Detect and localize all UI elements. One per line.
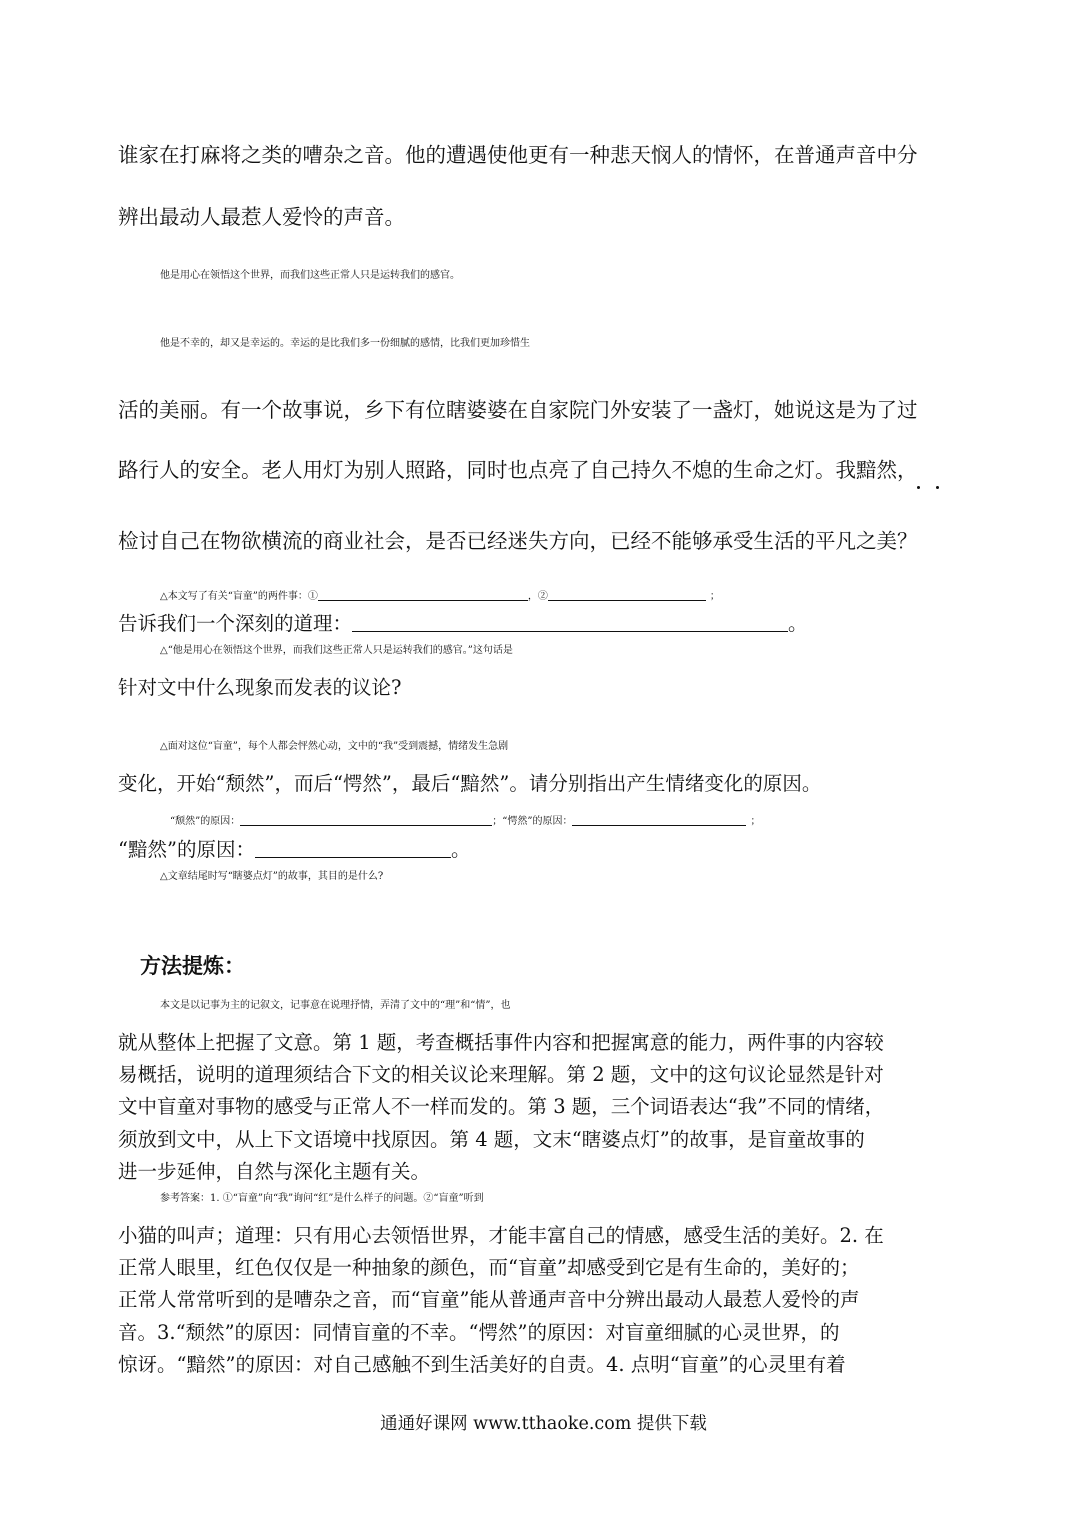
emphasis-dot [917, 486, 920, 489]
answer-line: 正常人常常听到的是嘈杂之音，而“盲童”能从普通声音中分辨出最动人最惹人爱怜的声 [118, 1288, 860, 1311]
story-line-5: 活的美丽。有一个故事说，乡下有位瞎婆婆在自家院门外安装了一盏灯，她说这是为了过 [118, 398, 918, 422]
answer-line: 惊讶。“黯然”的原因：对自己感触不到生活美好的自责。4. 点明“盲童”的心灵里有着 [118, 1353, 846, 1376]
answer-blank[interactable] [240, 807, 492, 826]
answer-line: 音。3.“颓然”的原因：同情盲童的不幸。“愕然”的原因：对盲童细腻的心灵世界，的 [118, 1321, 840, 1344]
question-3-line-2: 变化，开始“颓然”，而后“愕然”，最后“黯然”。请分别指出产生情绪变化的原因。 [118, 772, 822, 795]
answer-blank[interactable] [318, 582, 528, 601]
explanation-line: 进一步延伸，自然与深化主题有关。 [118, 1160, 431, 1183]
question-2-line-2: 针对文中什么现象而发表的议论? [118, 676, 402, 699]
explanation-line: 本文是以记事为主的记叙文，记事意在说理抒情，弄清了文中的“理”和“情”，也 [160, 1000, 511, 1011]
story-line-7: 检讨自己在物欲横流的商业社会，是否已经迷失方向，已经不能够承受生活的平凡之美？ [118, 529, 918, 553]
answer-blank[interactable] [255, 839, 451, 858]
answer-blank[interactable] [548, 582, 706, 601]
question-4: △文章结尾时写“瞎婆点灯”的故事，其目的是什么? [160, 871, 384, 882]
story-line-4: 他是不幸的，却又是幸运的。幸运的是比我们多一份细腻的感情，比我们更加珍惜生 [160, 338, 530, 349]
question-1-line-1: △本文写了有关“盲童”的两件事：① ，② ； [160, 582, 1012, 602]
emphasis-dot [936, 486, 939, 489]
explanation-line: 易概括，说明的道理须结合下文的相关议论来理解。第 2 题，文中的这句议论显然是针对 [118, 1063, 884, 1086]
answer-line: 参考答案：1. ①“盲童”向“我”询问“红”是什么样子的问题。②“盲童”听到 [160, 1193, 484, 1204]
question-3-line-1: △面对这位“盲童”，每个人都会怦然心动，文中的“我”受到震撼，情绪发生急剧 [160, 741, 509, 752]
question-3-line-3: “颓然”的原因： ；“愕然”的原因： ； [170, 807, 1022, 827]
answer-line: 小猫的叫声；道理：只有用心去领悟世界，才能丰富自己的情感，感受生活的美好。2. 在 [118, 1224, 884, 1247]
explanation-line: 就从整体上把握了文意。第 1 题，考查概括事件内容和把握寓意的能力，两件事的内容较 [118, 1031, 884, 1054]
story-line-6: 路行人的安全。老人用灯为别人照路，同时也点亮了自己持久不熄的生命之灯。我黯然， [118, 458, 918, 482]
question-2-line-1: △“他是用心在领悟这个世界，而我们这些正常人只是运转我们的感官。”这句话是 [160, 645, 513, 656]
question-1-line-2: 告诉我们一个深刻的道理： 。 [118, 612, 808, 635]
page-footer: 通通好课网 www.tthaoke.com 提供下载 [380, 1414, 707, 1434]
section-heading: 方法提炼： [140, 953, 245, 978]
question-3-line-4: “黯然”的原因： 。 [118, 838, 471, 861]
answer-blank[interactable] [572, 807, 746, 826]
answer-blank[interactable] [352, 613, 788, 632]
story-line-2: 辨出最动人最惹人爱怜的声音。 [118, 205, 405, 229]
explanation-line: 须放到文中，从上下文语境中找原因。第 4 题，文末“瞎婆点灯”的故事，是盲童故事的 [118, 1128, 865, 1151]
story-line-3: 他是用心在领悟这个世界，而我们这些正常人只是运转我们的感官。 [160, 270, 460, 281]
explanation-line: 文中盲童对事物的感受与正常人不一样而发的。第 3 题，三个词语表达“我”不同的情绪， [118, 1095, 885, 1118]
answer-line: 正常人眼里，红色仅仅是一种抽象的颜色，而“盲童”却感受到它是有生命的，美好的； [118, 1256, 860, 1279]
story-line-1: 谁家在打麻将之类的嘈杂之音。他的遭遇使他更有一种悲天悯人的情怀，在普通声音中分 [118, 143, 918, 167]
